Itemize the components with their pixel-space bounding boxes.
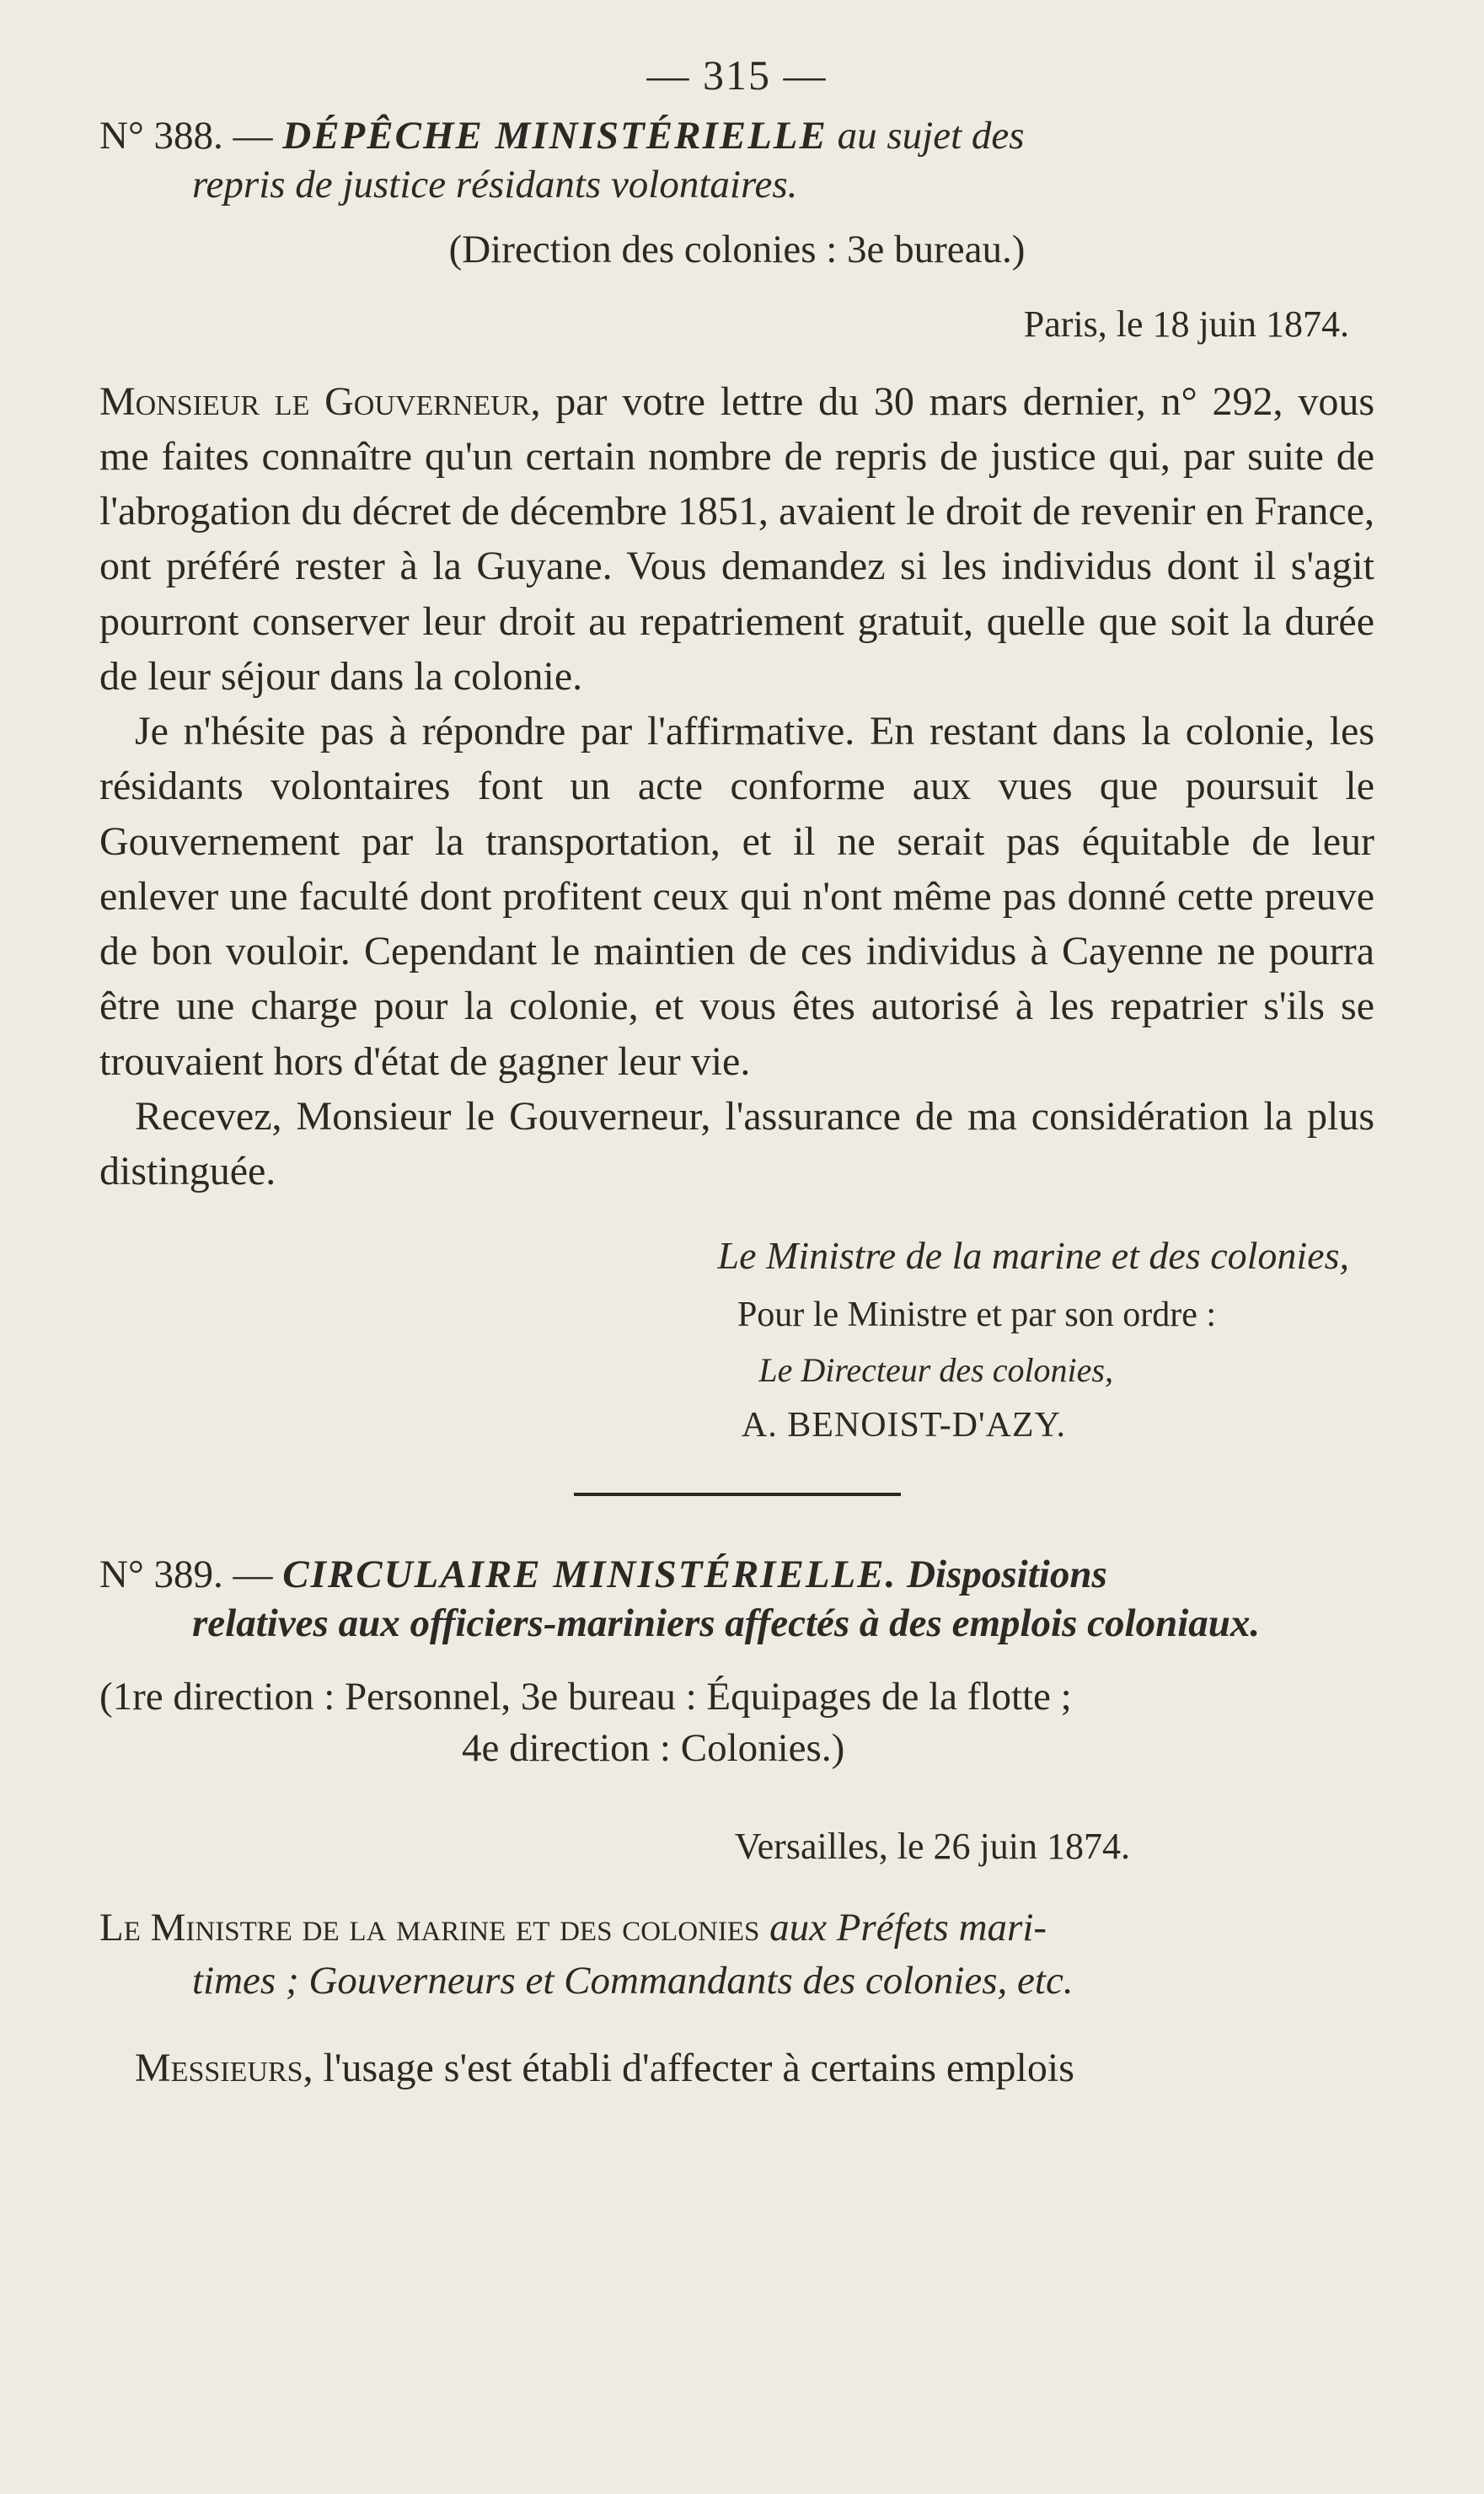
- recipients-end: times ; Gouverneurs et Commandants des colonies, etc.: [192, 1959, 1074, 2003]
- doc-number: N° 389. —: [99, 1552, 273, 1596]
- paragraph-text: , l'usage s'est établi d'affecter à certains emplois: [303, 2046, 1074, 2091]
- paragraph: Je n'hésite pas à répondre par l'affirmative. En restant dans la colonie, les résidants volontaires font un acte conforme aux vues que poursuit le Gouvernement par la transportation, et il ne serait pas équitable de leur enlever une faculté dont profitent ceux qui n'ont même pas donné cette preuve de bon vouloir. Cependant le maintien de ces individus à Cayenne ne pourra être une charge pour la colonie, et vous êtes autorisé à les repatrier s'ils se trouvaient hors d'état de gagner leur vie.: [99, 709, 1374, 1084]
- dateline: Paris, le 18 juin 1874.: [1023, 303, 1349, 345]
- bureau-line-1: (1re direction : Personnel, 3e bureau : Équipages de la flotte ;: [99, 1675, 1072, 1719]
- letter-body: [99, 374, 1374, 1199]
- signatory-title: Le Ministre de la marine et des colonies,: [717, 1233, 1349, 1277]
- doc-subject-start: Dispositions: [907, 1552, 1107, 1596]
- doc-subject-end: relatives aux officiers-mariniers affectés à des emplois coloniaux.: [192, 1601, 1261, 1645]
- bureau-line-2: 4e direction : Colonies.): [462, 1726, 845, 1771]
- section-divider: [574, 1493, 901, 1496]
- page-number: — 315 —: [646, 51, 828, 99]
- document-389-heading: [99, 1550, 1374, 1649]
- sender: Le Ministre de la marine et des colonies: [99, 1906, 760, 1950]
- doc-type: CIRCULAIRE MINISTÉRIELLE.: [282, 1552, 897, 1596]
- delegation-line: Pour le Ministre et par son ordre :: [737, 1295, 1216, 1334]
- doc-subject-end: repris de justice résidants volontaires.: [192, 163, 798, 207]
- bureau-line: [99, 1671, 1374, 1774]
- addressee-line: [99, 1901, 1374, 2008]
- director-title: Le Directeur des colonies,: [758, 1350, 1113, 1389]
- paragraph-text: , par votre lettre du 30 mars dernier, n° 292, vous me faites connaître qu'un certain nombre de repris de justice qui, par suite de l'abrogation du décret de décembre 1851, avaient le droit de revenir en France, ont préféré rester à la Guyane. Vous demandez si les individus dont il s'agit pourront conserver leur droit au repatriement gratuit, quelle que soit la durée de leur séjour dans la colonie.: [99, 378, 1374, 699]
- doc-subject-start: au sujet des: [837, 114, 1025, 158]
- opening-paragraph: [99, 2045, 1374, 2091]
- bureau-line: (Direction des colonies : 3e bureau.): [448, 227, 1026, 271]
- dateline: Versailles, le 26 juin 1874.: [734, 1826, 1130, 1868]
- salutation: Monsieur le Gouverneur: [99, 378, 531, 424]
- document-388-heading: [99, 111, 1374, 210]
- signature-block: [99, 1233, 1374, 1445]
- paragraph: Recevez, Monsieur le Gouverneur, l'assurance de ma considération la plus distinguée.: [99, 1093, 1374, 1194]
- recipients-start: aux Préfets mari-: [769, 1906, 1047, 1950]
- signatory-name: A. BENOIST-D'AZY.: [741, 1405, 1066, 1445]
- doc-type: DÉPÊCHE MINISTÉRIELLE: [282, 114, 828, 158]
- doc-number: N° 388. —: [99, 114, 273, 158]
- paragraph: [99, 374, 1374, 705]
- salutation: Messieurs: [135, 2046, 303, 2091]
